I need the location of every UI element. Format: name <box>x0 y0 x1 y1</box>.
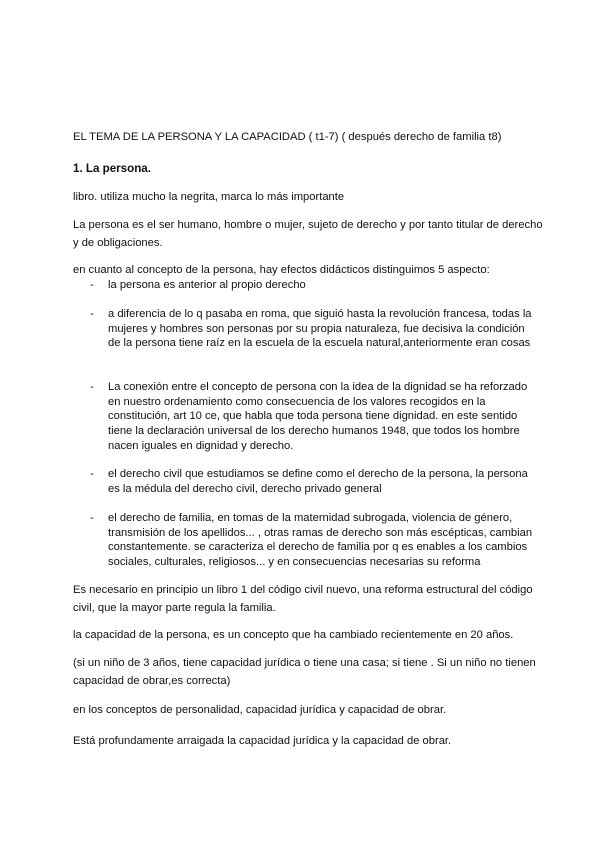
paragraph-concepts: en los conceptos de personalidad, capacidad jurídica y capacidad de obrar. <box>73 704 447 716</box>
bullet-item: el derecho de familia, en tomas de la maternidad subrogada, violencia de género, transmisión de los apellidos... , otras ramas de derecho son más escépticas, cambian constantemente. se caracteriza el derecho de familia por q es enables a los cambios sociales, culturales, religiosos... y en consecuencias necesarias su reforma <box>108 512 533 569</box>
bullet-marker: - <box>90 381 94 393</box>
paragraph-book-note: libro. utiliza mucho la negrita, marca lo más importante <box>73 191 345 203</box>
bullet-marker: - <box>90 468 94 480</box>
bullet-marker: - <box>90 308 94 320</box>
document-title: EL TEMA DE LA PERSONA Y LA CAPACIDAD ( t1-7) ( después derecho de familia t8) <box>73 131 502 143</box>
paragraph-civil-code-reform: Es necesario en principio un libro 1 del código civil nuevo, una reforma estructural del código civil, que la mayor parte regula la familia. <box>73 584 533 614</box>
paragraph-capacity-change: la capacidad de la persona, es un concepto que ha cambiado recientemente en 20 años. <box>73 629 514 641</box>
paragraph-person-definition: La persona es el ser humano, hombre o mujer, sujeto de derecho y por tanto titular de derecho y de obligaciones. <box>73 219 543 249</box>
paragraph-child-example: (si un niño de 3 años, tiene capacidad jurídica o tiene una casa; si tiene . Si un niño no tienen capacidad de obrar,es correcta) <box>73 657 536 687</box>
bullet-marker: - <box>90 279 94 291</box>
paragraph-rooted-capacity: Está profundamente arraigada la capacidad jurídica y la capacidad de obrar. <box>73 735 452 747</box>
section-heading: 1. La persona. <box>73 162 151 175</box>
bullet-item: la persona es anterior al propio derecho <box>108 279 306 291</box>
bullet-item: La conexión entre el concepto de persona con la idea de la dignidad se ha reforzado en nuestro ordenamiento como consecuencia de los valores recogidos en la constitución, art 10 ce, que habla que toda persona tiene dignidad. en este sentido tiene la declaración universal de los derecho humanos 1948, que todos los hombre nacen iguales en dignidad y derecho. <box>108 381 528 452</box>
paragraph-aspects-intro: en cuanto al concepto de la persona, hay efectos didácticos distinguimos 5 aspecto: <box>73 264 490 276</box>
bullet-marker: - <box>90 512 94 524</box>
bullet-item: a diferencia de lo q pasaba en roma, que siguió hasta la revolución francesa, todas la mujeres y hombres son personas por su propia naturaleza, fue decisiva la condición de la persona tiene raíz en la escuela de la escuela natural,anteriormente eran cosas <box>108 308 532 350</box>
bullet-item: el derecho civil que estudiamos se define como el derecho de la persona, la persona es la médula del derecho civil, derecho privado general <box>108 468 528 495</box>
